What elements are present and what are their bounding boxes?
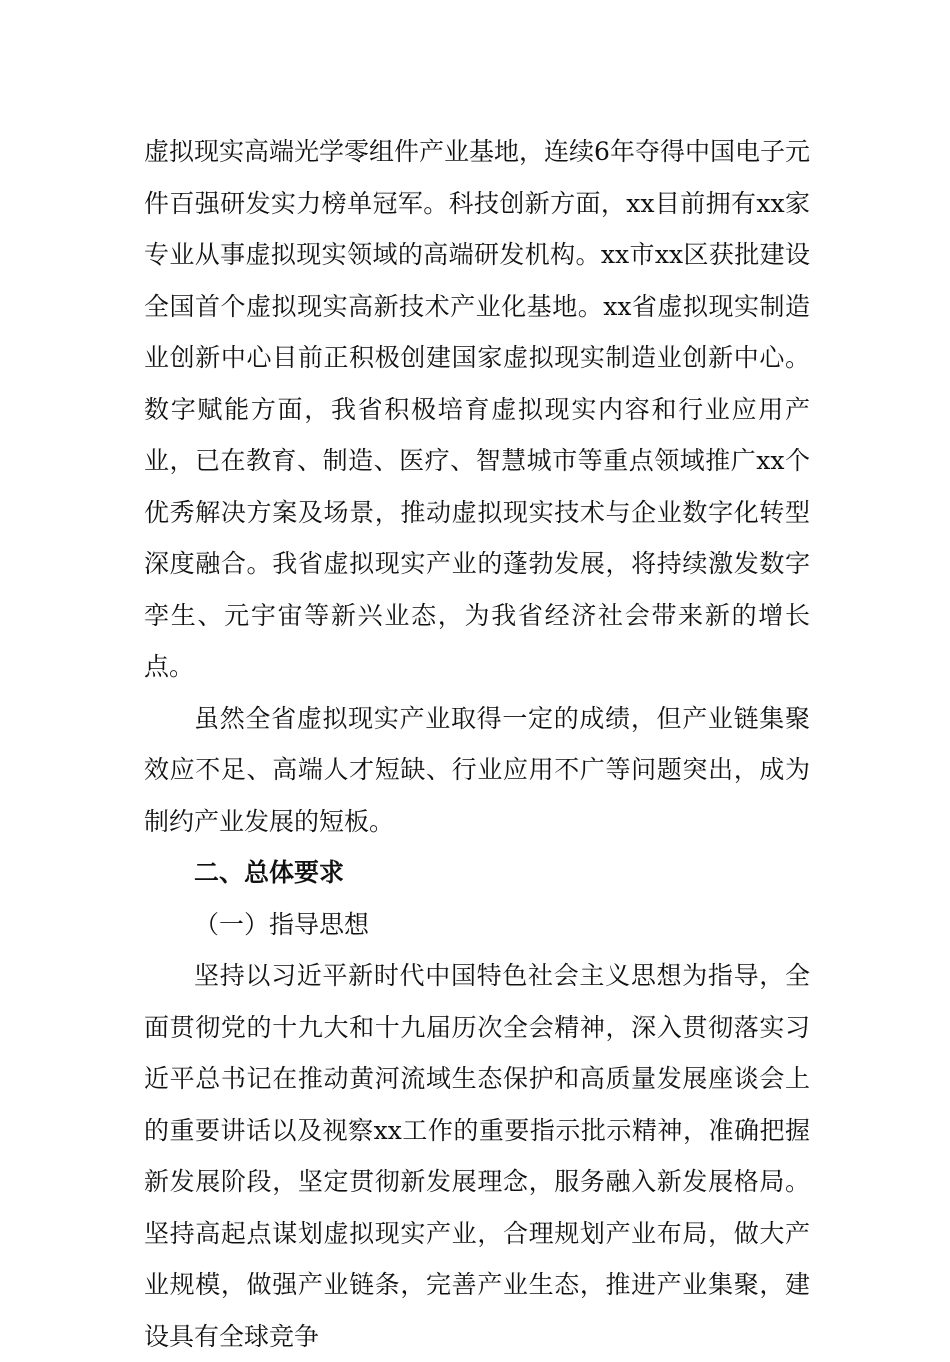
body-paragraph: 虚拟现实高端光学零组件产业基地，连续6年夺得中国电子元件百强研发实力榜单冠军。科技创新方面，xx目前拥有xx家专业从事虚拟现实领域的高端研发机构。xx市xx区获批建设全国首个虚拟现实高新技术产业化基地。xx省虚拟现实制造业创新中心目前正积极创建国家虚拟现实制造业创新中心。数字赋能方面，我省积极培育虚拟现实内容和行业应用产业，已在教育、制造、医疗、智慧城市等重点领域推广xx个优秀解决方案及场景，推动虚拟现实技术与企业数字化转型深度融合。我省虚拟现实产业的蓬勃发展，将持续激发数字孪生、元宇宙等新兴业态，为我省经济社会带来新的增长点。 <box>144 137 810 681</box>
document-body <box>144 126 810 1362</box>
body-paragraph: 虽然全省虚拟现实产业取得一定的成绩，但产业链集聚效应不足、高端人才短缺、行业应用不广等问题突出，成为制约产业发展的短板。 <box>144 703 810 836</box>
body-paragraph: 坚持以习近平新时代中国特色社会主义思想为指导，全面贯彻党的十九大和十九届历次全会精神，深入贯彻落实习近平总书记在推动黄河流域生态保护和高质量发展座谈会上的重要讲话以及视察xx工作的重要指示批示精神，准确把握新发展阶段，坚定贯彻新发展理念，服务融入新发展格局。坚持高起点谋划虚拟现实产业，合理规划产业布局，做大产业规模，做强产业链条，完善产业生态，推进产业集聚，建设具有全球竞争 <box>144 961 810 1351</box>
subsection-heading: （一）指导思想 <box>194 909 370 939</box>
section-heading: 二、总体要求 <box>194 858 345 887</box>
